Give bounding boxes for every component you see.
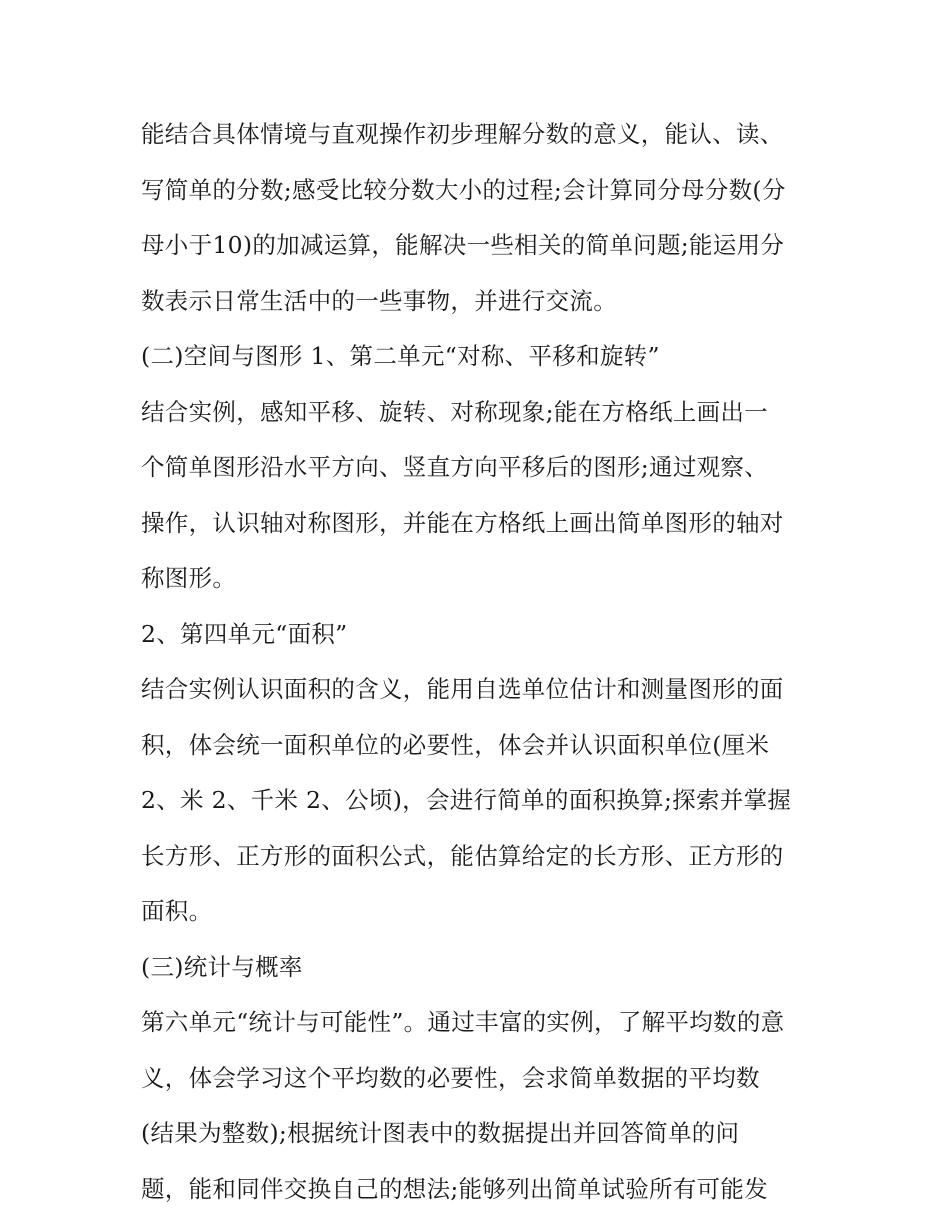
text-line: 义，体会学习这个平均数的必要性，会求简单数据的平均数 xyxy=(141,1063,760,1092)
text-line: 面积。 xyxy=(141,897,213,925)
subsection-heading-line: 2、第四单元“面积” xyxy=(141,619,348,648)
document-body xyxy=(141,107,821,1217)
text-line: 个简单图形沿水平方向、竖直方向平移后的图形;通过观察、 xyxy=(141,453,769,481)
text-line: 母小于10)的加减运算，能解决一些相关的简单问题;能运用分 xyxy=(141,231,785,259)
text-line: 结合实例，感知平移、旋转、对称现象;能在方格纸上画出一 xyxy=(141,397,769,426)
text-line: 题，能和同伴交换自己的想法;能够列出简单试验所有可能发 xyxy=(141,1174,769,1203)
section-heading-line: (二)空间与图形 1、第二单元“对称、平移和旋转” xyxy=(141,342,660,370)
text-line: 操作，认识轴对称图形，并能在方格纸上画出简单图形的轴对 xyxy=(141,508,784,537)
text-line: 2、米 2、千米 2、公顷)，会进行简单的面积换算;探索并掌握 xyxy=(141,786,792,814)
text-line: 积，体会统一面积单位的必要性，体会并认识面积单位(厘米 xyxy=(141,730,770,759)
text-line: (结果为整数);根据统计图表中的数据提出并回答简单的问 xyxy=(141,1119,740,1147)
section-heading-line: (三)统计与概率 xyxy=(141,952,303,981)
text-line: 第六单元“统计与可能性”。通过丰富的实例，了解平均数的意 xyxy=(141,1008,785,1036)
text-line: 长方形、正方形的面积公式，能估算给定的长方形、正方形的 xyxy=(141,841,784,870)
text-line: 写简单的分数;感受比较分数大小的过程;会计算同分母分数(分 xyxy=(141,175,786,204)
text-line: 称图形。 xyxy=(141,564,237,592)
text-line: 能结合具体情境与直观操作初步理解分数的意义，能认、读、 xyxy=(141,120,784,148)
text-line: 结合实例认识面积的含义，能用自选单位估计和测量图形的面 xyxy=(141,675,784,703)
text-line: 数表示日常生活中的一些事物，并进行交流。 xyxy=(141,286,617,315)
